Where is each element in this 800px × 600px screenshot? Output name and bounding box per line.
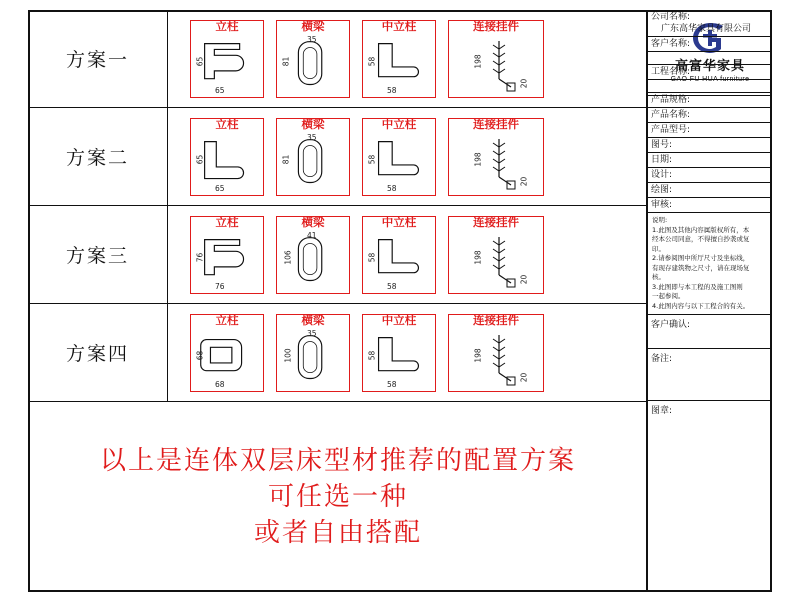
scheme-row	[28, 206, 648, 304]
dimension-vertical: 198	[473, 347, 483, 363]
block-label: 备注:	[651, 354, 673, 364]
dimension-vertical: 198	[473, 249, 483, 265]
profile-cell[interactable]	[362, 314, 436, 392]
field-label: 审核:	[651, 200, 673, 210]
dimension-horizontal: 76	[215, 281, 225, 291]
scheme-cells	[168, 108, 648, 205]
scheme-row	[28, 10, 648, 108]
note-text-line: 1.此图及其他内容属版权所有，本	[652, 225, 750, 234]
profile-shape-hanger	[449, 35, 543, 97]
profile-cell[interactable]	[448, 314, 544, 392]
schemes-area	[28, 10, 648, 592]
block-label: 图章:	[651, 406, 673, 416]
field-label: 产品规格:	[651, 95, 691, 105]
profile-title: 连接挂件	[473, 312, 519, 327]
scheme-label: 方案一	[28, 10, 168, 107]
profile-cell[interactable]	[448, 118, 544, 196]
titleblock-field[interactable]	[648, 183, 772, 198]
dimension-horizontal: 20	[519, 78, 529, 88]
field-label: 产品型号:	[651, 125, 691, 135]
profile-title: 横梁	[301, 214, 325, 229]
profile-title: 横梁	[301, 18, 325, 33]
profile-title: 连接挂件	[473, 18, 519, 33]
note-line: 或者自由搭配	[253, 518, 422, 548]
note-text-line: 印。	[652, 244, 665, 253]
field-label: 设计:	[651, 170, 673, 180]
titleblock-field[interactable]	[648, 168, 772, 183]
dimension-horizontal: 20	[519, 176, 529, 186]
profile-title: 中立柱	[381, 116, 417, 131]
titleblock-field[interactable]	[648, 93, 772, 108]
profile-cell[interactable]	[190, 314, 264, 392]
titleblock-field[interactable]	[648, 80, 772, 93]
dimension-horizontal: 20	[519, 372, 529, 382]
dimension-vertical: 58	[367, 350, 377, 360]
note-text-line: 一起参阅。	[652, 292, 685, 300]
dimension-vertical: 76	[195, 252, 205, 262]
profile-drawing	[449, 329, 543, 391]
logo-company-en: GAO FU HUA furniture	[670, 75, 750, 83]
dimension-horizontal: 35	[307, 328, 317, 338]
profile-drawing	[449, 231, 543, 293]
note-text-line: 有现存建筑物之尺寸，请在现场复	[652, 263, 750, 272]
titleblock-block[interactable]	[648, 401, 772, 471]
dimension-horizontal: 58	[387, 85, 397, 95]
profile-title: 横梁	[301, 312, 325, 327]
note-text-line: 核。	[652, 273, 665, 281]
dimension-horizontal: 20	[519, 274, 529, 284]
profile-title: 中立柱	[381, 214, 417, 229]
titleblock-field[interactable]	[648, 138, 772, 153]
dimension-horizontal: 58	[387, 183, 397, 193]
summary-note	[28, 402, 648, 592]
dimension-horizontal: 35	[307, 132, 317, 142]
note-line: 以上是连体双层床型材推荐的配置方案	[99, 446, 576, 476]
profile-cell[interactable]	[362, 118, 436, 196]
scheme-cells	[168, 206, 648, 303]
profile-shape-hanger	[449, 133, 543, 195]
dimension-horizontal: 65	[215, 183, 225, 193]
profile-cell[interactable]	[276, 216, 350, 294]
note-text-line: 4.此图内容与以下工程合的有关。	[652, 301, 750, 310]
profile-cell[interactable]	[276, 314, 350, 392]
profile-cell[interactable]	[190, 20, 264, 98]
profile-title: 中立柱	[381, 18, 417, 33]
titleblock-field[interactable]	[648, 108, 772, 123]
scheme-cells	[168, 10, 648, 107]
dimension-horizontal: 58	[387, 281, 397, 291]
profile-title: 立柱	[215, 116, 239, 131]
field-label: 客户名称:	[651, 39, 691, 49]
scheme-row	[28, 304, 648, 402]
dimension-horizontal: 58	[387, 379, 397, 389]
field-label: 产品名称:	[651, 110, 691, 120]
dimension-vertical: 106	[283, 249, 293, 265]
dimension-vertical: 68	[195, 350, 205, 360]
dimension-horizontal: 35	[307, 34, 317, 44]
titleblock-field[interactable]	[648, 37, 772, 52]
note-text-line: 经本公司同意，不得擅自抄袭或复	[652, 235, 750, 243]
profile-title: 立柱	[215, 214, 239, 229]
profile-drawing	[449, 35, 543, 97]
dimension-vertical: 58	[367, 154, 377, 164]
note-text-line: 2.请参阅图中所厅尺寸及坐标线，	[652, 254, 750, 262]
profile-cell[interactable]	[276, 20, 350, 98]
scheme-row	[28, 108, 648, 206]
profile-title: 立柱	[215, 312, 239, 327]
titleblock-blocks	[648, 315, 772, 471]
field-label: 图号:	[651, 140, 673, 150]
profile-cell[interactable]	[362, 216, 436, 294]
field-label: 公司名称:	[651, 12, 691, 22]
titleblock-notes	[648, 213, 772, 315]
dimension-horizontal: 68	[215, 379, 225, 389]
dimension-horizontal: 41	[307, 230, 317, 240]
dimension-vertical: 58	[367, 252, 377, 262]
field-value: 广东高华家具有限公司	[661, 24, 752, 34]
profile-shape-hanger	[449, 231, 543, 293]
scheme-label: 方案四	[28, 304, 168, 401]
profile-title: 连接挂件	[473, 116, 519, 131]
titleblock-field[interactable]	[648, 123, 772, 138]
titleblock-field[interactable]	[648, 153, 772, 168]
profile-shape-hanger	[449, 329, 543, 391]
titleblock-field[interactable]	[648, 198, 772, 213]
titleblock-field[interactable]	[648, 10, 772, 37]
title-block	[648, 10, 772, 592]
scheme-label: 方案二	[28, 108, 168, 205]
logo-company-cn: 高富华家具	[674, 58, 745, 74]
field-label: 工程名称:	[651, 67, 691, 77]
dimension-vertical: 100	[283, 347, 293, 363]
profile-title: 横梁	[301, 116, 325, 131]
block-label: 客户确认:	[651, 320, 691, 330]
field-label: 绘图:	[651, 185, 673, 195]
titleblock-field[interactable]	[648, 65, 772, 80]
profile-drawing	[449, 133, 543, 195]
titleblock-block[interactable]	[648, 349, 772, 401]
profile-title: 连接挂件	[473, 214, 519, 229]
profile-cell[interactable]	[276, 118, 350, 196]
profile-cell[interactable]	[190, 118, 264, 196]
field-label: 日期:	[651, 155, 673, 165]
profile-cell[interactable]	[190, 216, 264, 294]
scheme-cells	[168, 304, 648, 401]
profile-cell[interactable]	[448, 216, 544, 294]
profile-cell[interactable]	[362, 20, 436, 98]
dimension-vertical: 81	[281, 154, 291, 164]
dimension-horizontal: 65	[215, 85, 225, 95]
scheme-label: 方案三	[28, 206, 168, 303]
dimension-vertical: 198	[473, 151, 483, 167]
profile-cell[interactable]	[448, 20, 544, 98]
dimension-vertical: 198	[473, 53, 483, 69]
titleblock-fields	[648, 10, 772, 213]
profile-title: 中立柱	[381, 312, 417, 327]
note-text-line: 说明:	[652, 216, 668, 224]
dimension-vertical: 58	[367, 56, 377, 66]
note-line: 可任选一种	[267, 482, 408, 512]
note-text-line: 3.此图即与本工程的及施工图则	[652, 282, 743, 291]
titleblock-field[interactable]	[648, 52, 772, 65]
profile-title: 立柱	[215, 18, 239, 33]
titleblock-block[interactable]	[648, 315, 772, 349]
dimension-vertical: 65	[195, 56, 205, 66]
dimension-vertical: 65	[195, 154, 205, 164]
dimension-vertical: 81	[281, 56, 291, 66]
